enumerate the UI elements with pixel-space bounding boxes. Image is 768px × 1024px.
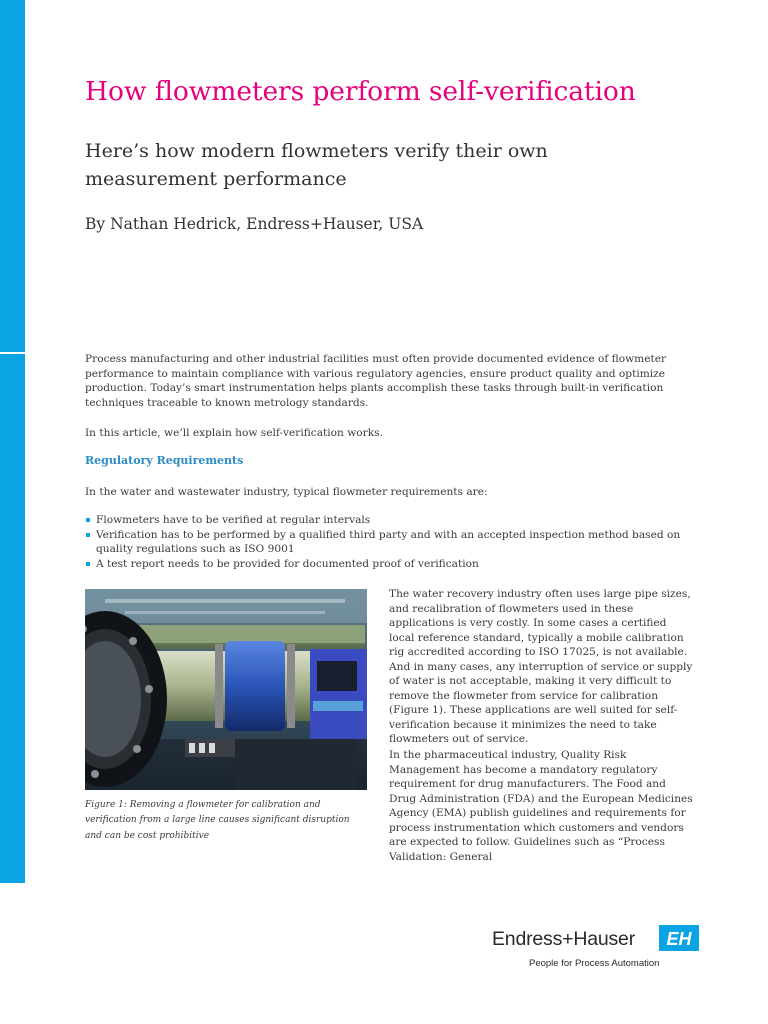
list-item: [85, 528, 685, 557]
article-subtitle: Here’s how modern flowmeters verify their own measurement performance: [85, 140, 548, 190]
square-bullet-icon: [86, 562, 90, 566]
article-title: How flowmeters perform self-verification: [85, 76, 636, 107]
endress-hauser-logo: [492, 925, 712, 975]
requirements-intro: In the water and wastewater industry, typical flowmeter requirements are:: [85, 486, 488, 498]
section-heading: Regulatory Requirements: [85, 454, 244, 467]
intro-paragraph: Process manufacturing and other industrial facilities must often provide documented evidence of flowmeter performance to maintain compliance with various regulatory agencies, ensure product quality and optimize production. Today’s smart instrumentation helps plants accomplish these tasks through built-in verification techniques traceable to known metrology standards.: [85, 353, 667, 409]
flowmeter-photo: [85, 589, 367, 790]
body-paragraph-water: The water recovery industry often uses large pipe sizes, and recalibration of flowmeters used in these applications is very costly. In some cases a certified local reference standard, typically a mobile calibration rig accredited according to ISO 17025, is not available. And in many cases, any interruption of service or supply of water is not acceptable, making it very difficult to remove the flowmeter from service for calibration (Figure 1). These applications are well suited for self-verification because it minimizes the need to take flowmeters out of service.: [389, 588, 693, 745]
figure-caption: Figure 1: Removing a flowmeter for calibration and verification from a large line causes significant disruption and can be cost prohibitive: [85, 800, 350, 841]
logo-tagline: People for Process Automation: [529, 958, 660, 969]
side-bar-divider: [0, 352, 25, 354]
list-item-text: Verification has to be performed by a qualified third party and with an accepted inspection method based on quality regulations such as ISO 9001: [96, 528, 681, 555]
logo-monogram: EH: [666, 929, 692, 949]
eh-logo-icon: [659, 925, 699, 951]
intro-paragraph-2: In this article, we’ll explain how self-verification works.: [85, 427, 383, 439]
list-item: [85, 557, 685, 572]
requirements-list: [85, 513, 685, 571]
side-accent-bar: [0, 0, 25, 883]
list-item-text: A test report needs to be provided for documented proof of verification: [96, 557, 479, 570]
list-item: [85, 513, 685, 528]
article-byline: By Nathan Hedrick, Endress+Hauser, USA: [85, 215, 424, 233]
body-paragraph-pharma: In the pharmaceutical industry, Quality Risk Management has become a mandatory regulatory requirement for drug manufacturers. The Food and Drug Administration (FDA) and the European Medicines Agency (EMA) publish guidelines and requirements for process instrumentation which customers and vendors are expected to follow. Guidelines such as “Process Validation: General: [389, 749, 693, 863]
industrial-pipe-illustration: [85, 589, 367, 790]
square-bullet-icon: [86, 533, 90, 537]
square-bullet-icon: [86, 518, 90, 522]
list-item-text: Flowmeters have to be verified at regular intervals: [96, 514, 371, 526]
logo-wordmark: Endress+Hauser: [492, 928, 635, 950]
